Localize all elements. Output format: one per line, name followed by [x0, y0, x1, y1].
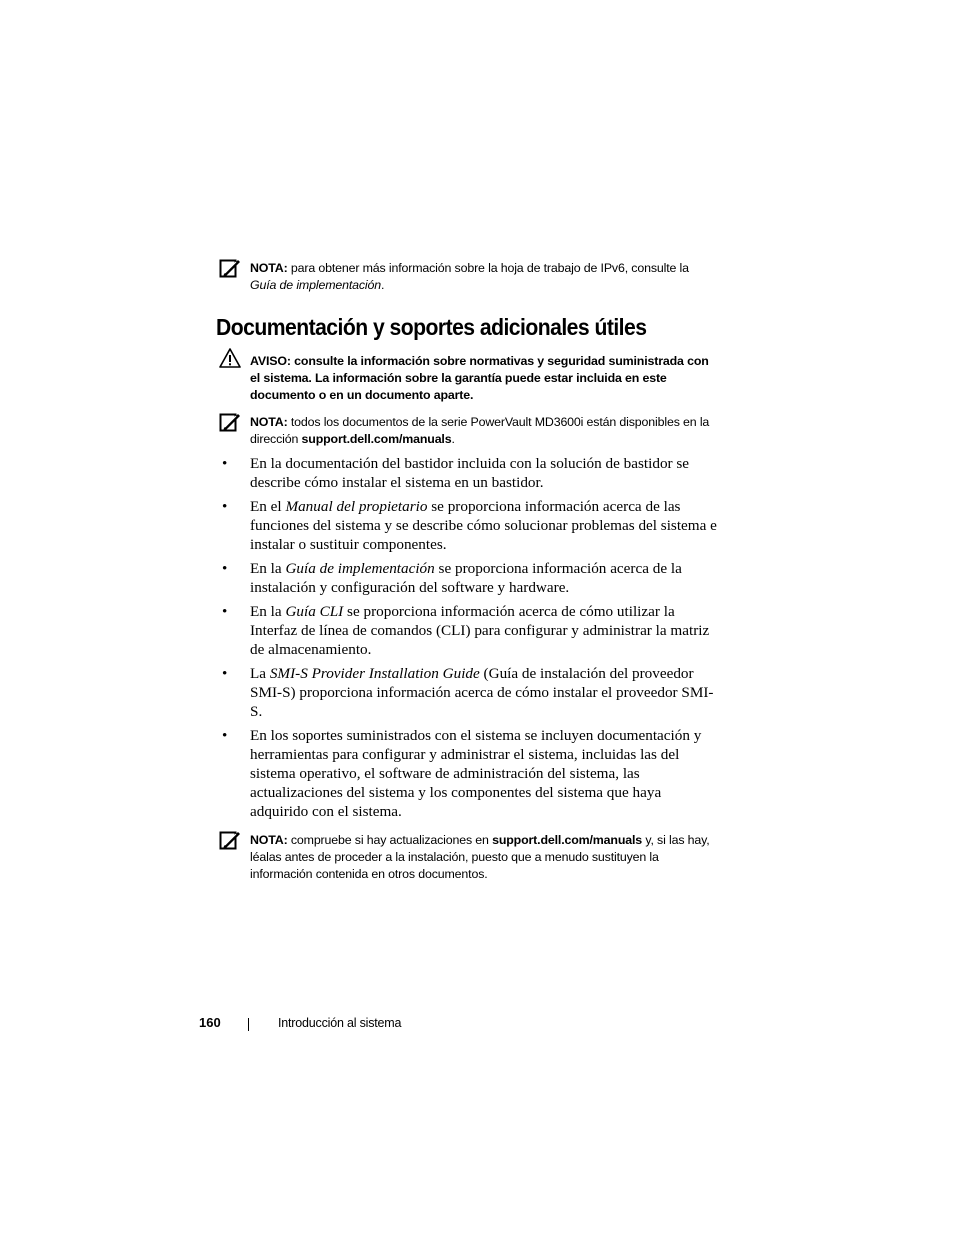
- note-label: NOTA:: [250, 261, 288, 275]
- section-title: Documentación y soportes adicionales útiles: [216, 314, 647, 340]
- note-documents: NOTA: todos los documentos de la serie PowerVault MD3600i están disponibles en la dirección support.dell.com/manuals.: [250, 415, 710, 446]
- list-item: • En el Manual del propietario se proporciona información acerca de las funciones del sistema y se describe cómo solucionar problemas del sistema e instalar o sustituir componentes.: [222, 498, 717, 553]
- support-link[interactable]: support.dell.com/manuals: [301, 432, 452, 446]
- support-link[interactable]: support.dell.com/manuals: [492, 833, 643, 847]
- list-item: • En la documentación del bastidor incluida con la solución de bastidor se describe cómo instalar el sistema en un bastidor.: [222, 455, 690, 491]
- note-label: NOTA:: [250, 415, 288, 429]
- documentation-list: [222, 454, 718, 826]
- warning-triangle-icon: [219, 347, 241, 369]
- pencil-note-icon: [219, 257, 241, 279]
- note-ipv6: NOTA: para obtener más información sobre la hoja de trabajo de IPv6, consulte la Guía de implementación.: [250, 261, 689, 292]
- note-updates: NOTA: compruebe si hay actualizaciones en support.dell.com/manuals y, si las hay, léalas antes de proceder a la instalación, puesto que a menudo sustituyen la información contenida en otros documentos.: [250, 833, 710, 881]
- list-item: • La SMI-S Provider Installation Guide (Guía de instalación del proveedor SMI-S) proporciona información acerca de cómo instalar el proveedor SMI-S.: [222, 665, 714, 720]
- list-item: • En los soportes suministrados con el sistema se incluyen documentación y herramientas para configurar y administrar el sistema, incluidas las del sistema operativo, el software de administración del sistema, las actualizaciones del sistema y los componentes del sistema que haya adquirido con el sistema.: [222, 727, 702, 820]
- list-item: • En la Guía de implementación se proporciona información acerca de la instalación y configuración del software y hardware.: [222, 560, 682, 596]
- page-number: 160: [199, 1015, 221, 1030]
- guide-reference: Guía de implementación: [250, 278, 382, 292]
- note-label: NOTA:: [250, 833, 288, 847]
- warning-label: AVISO:: [250, 354, 291, 368]
- pencil-note-icon: [219, 411, 241, 433]
- footer-divider: [248, 1018, 249, 1031]
- footer-section-title: Introducción al sistema: [278, 1016, 402, 1030]
- list-item: • En la Guía CLI se proporciona información acerca de cómo utilizar la Interfaz de línea de comandos (CLI) para configurar y administrar la matriz de almacenamiento.: [222, 603, 710, 658]
- pencil-note-icon: [219, 829, 241, 851]
- warning-block: AVISO: consulte la información sobre normativas y seguridad suministrada con el sistema. La información sobre la garantía puede estar incluida en este documento o en un documento aparte.: [250, 354, 709, 402]
